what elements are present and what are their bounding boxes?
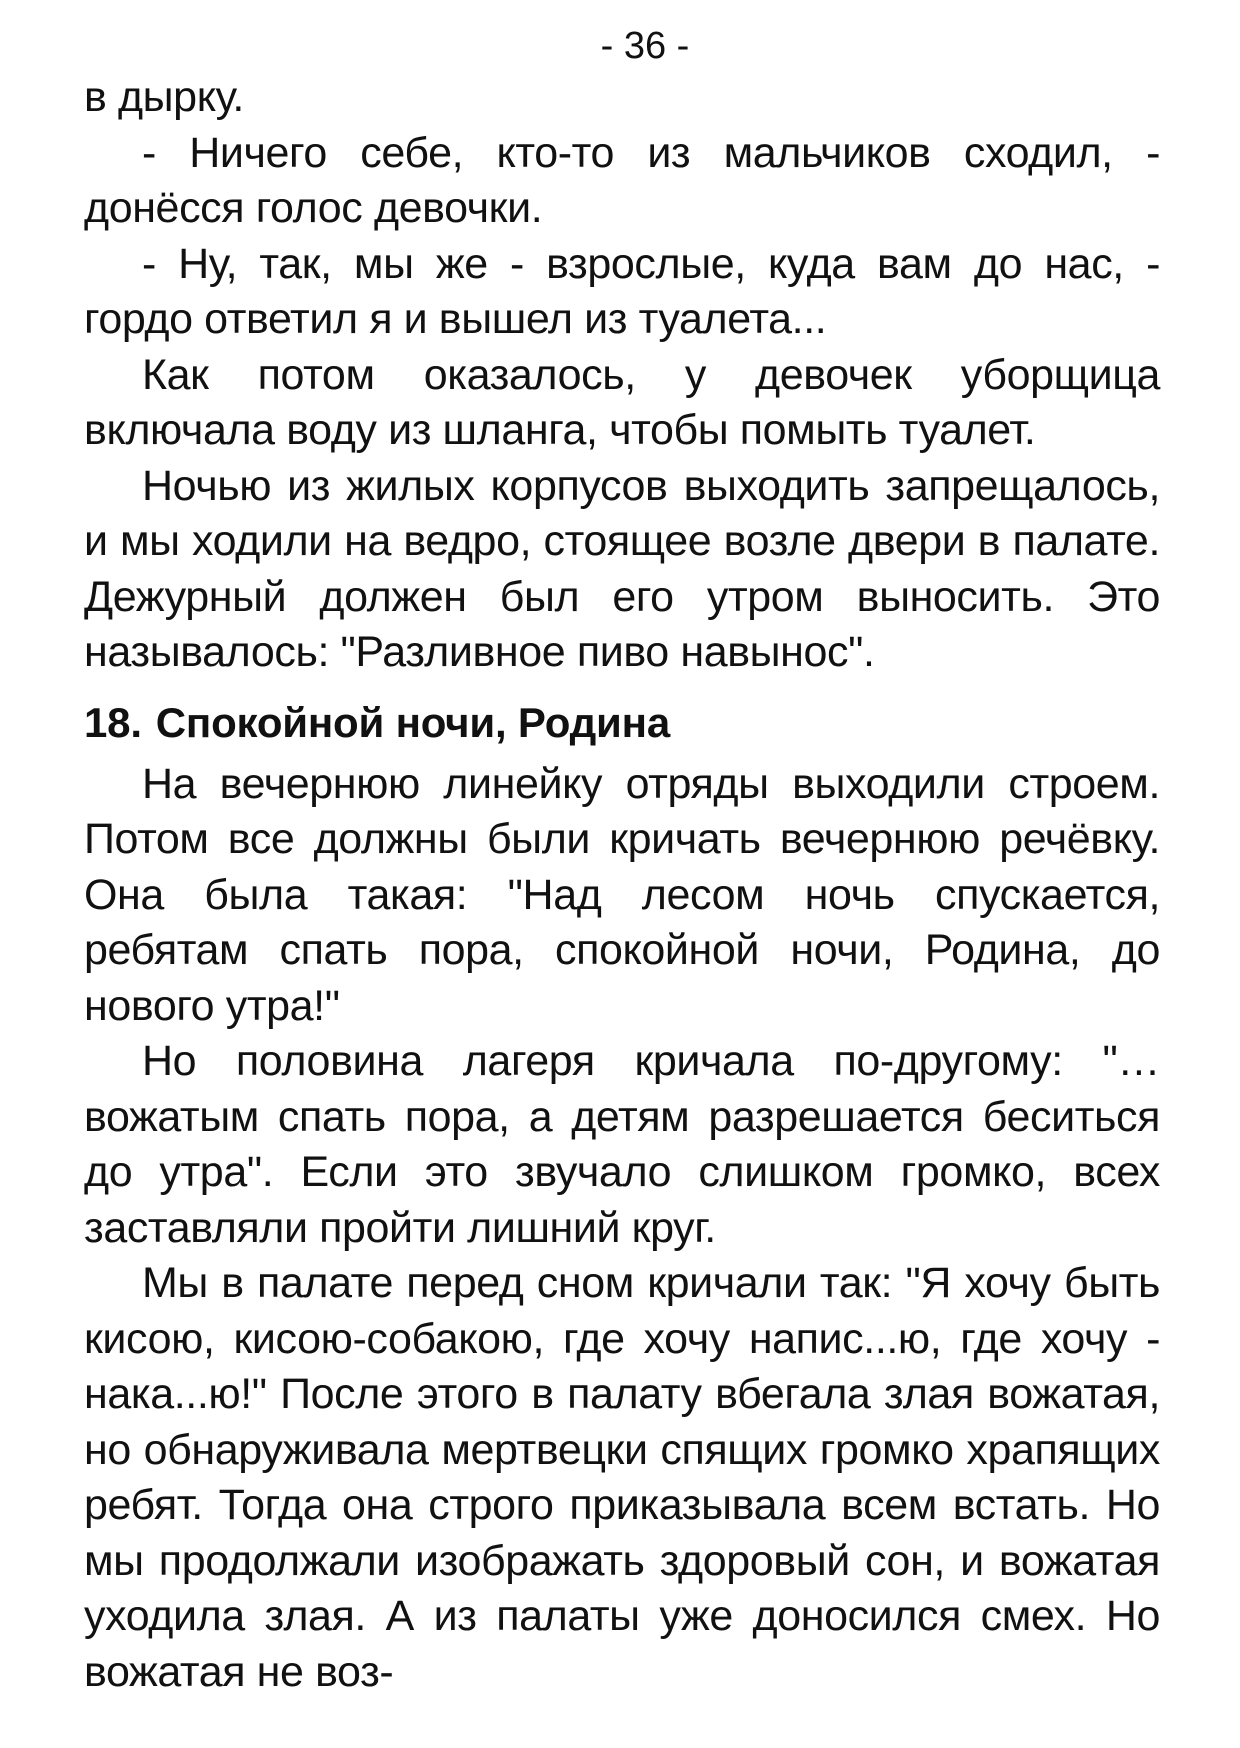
paragraph: - Ну, так, мы же - взрослые, куда вам до нас, - гордо ответил я и вышел из туалета... <box>84 239 1160 343</box>
document-page <box>84 0 1160 1700</box>
paragraph: Мы в палате перед сном кричали так: "Я хочу быть кисою, кисою-собакою, где хочу напис...ю, где хочу - нака...ю!" После этого в палату вбегала злая вожатая, но обнаруживала мертвецки спящих громко храпящих ребят. Тогда она строго приказывала всем встать. Но мы продолжали изображать здоровый сон, и вожатая уходила злая. А из палаты уже доносился смех. Но вожатая не воз- <box>84 1259 1160 1696</box>
page-number: - 36 - <box>600 25 690 67</box>
paragraph: Как потом оказалось, у девочек уборщица включала воду из шланга, чтобы помыть туалет. <box>84 350 1160 454</box>
paragraph: - Ничего себе, кто-то из мальчиков сходил, - донёсся голос девочки. <box>84 128 1160 232</box>
paragraph: Но половина лагеря кричала по-другому: "… вожатым спать пора, а детям разрешается беситься до утра". Если это звучало слишком громко, всех заставляли пройти лишний круг. <box>84 1037 1160 1252</box>
section-heading <box>84 695 1160 751</box>
section-number: 18. <box>84 698 142 746</box>
section-title: Спокойной ночи, Родина <box>155 698 670 746</box>
paragraph-continuation: в дырку. <box>84 73 244 121</box>
paragraph: Ночью из жилых корпусов выходить запрещалось, и мы ходили на ведро, стоящее возле двери в палате. Дежурный должен был его утром выносить. Это называлось: "Разливное пиво навынос". <box>84 461 1160 676</box>
paragraph: На вечернюю линейку отряды выходили строем. Потом все должны были кричать вечернюю речёвку. Она была такая: "Над лесом ночь спускается, ребятам спать пора, спокойной ночи, Родина, до нового утра!" <box>84 759 1160 1030</box>
